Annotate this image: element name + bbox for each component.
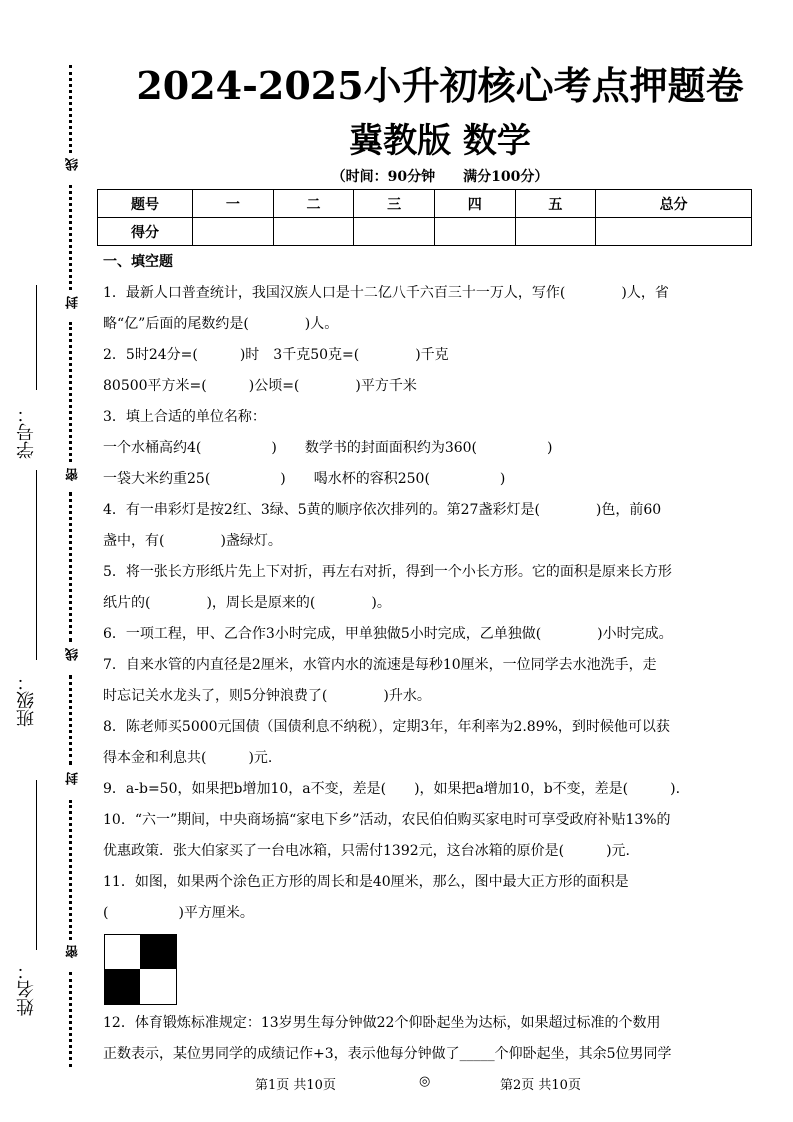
- score-header-cell: 总分: [596, 190, 752, 218]
- score-cell[interactable]: [193, 218, 274, 246]
- exam-title: 2024-2025小升初核心考点押题卷: [136, 63, 744, 108]
- score-cell[interactable]: [354, 218, 435, 246]
- square-white: [105, 935, 141, 970]
- question-line: 11．如图，如果两个涂色正方形的周长和是40厘米，那么，图中最大正方形的面积是: [103, 874, 629, 890]
- binding-char: 密: [66, 468, 81, 481]
- score-header-cell: 二: [273, 190, 354, 218]
- score-cell[interactable]: [515, 218, 596, 246]
- square-shaded: [105, 969, 140, 1004]
- binding-dots: [69, 972, 72, 1067]
- footer-center-mark: ◎: [419, 1074, 431, 1089]
- score-header-cell: 题号: [98, 190, 193, 218]
- score-table-score-row: [98, 218, 752, 246]
- binding-dots: [69, 185, 72, 290]
- footer-page-left: 第1页 共10页: [255, 1078, 336, 1093]
- binding-char: 线: [66, 648, 81, 661]
- score-header-cell: 四: [434, 190, 515, 218]
- question-line: 略“亿”后面的尾数约是( )人。: [103, 316, 339, 332]
- question-line: 5．将一张长方形纸片先上下对折，再左右对折，得到一个小长方形。它的面积是原来长方形: [103, 564, 672, 580]
- squares-figure: [104, 934, 177, 1005]
- side-field-label: 学号：: [16, 405, 37, 459]
- score-cell[interactable]: [596, 218, 752, 246]
- question-line: 4．有一串彩灯是按2红、3绿、5黄的顺序依次排列的。第27盏彩灯是( )色，前60: [103, 502, 662, 518]
- question-line: 10．“六一”期间，中央商场搞“家电下乡”活动，农民伯伯购买家电时可享受政府补贴13%的: [103, 812, 671, 828]
- footer-page-right: 第2页 共10页: [500, 1078, 581, 1093]
- score-cell[interactable]: [434, 218, 515, 246]
- question-line: 一袋大米约重25( ) 喝水杯的容积250( ): [103, 471, 506, 487]
- question-line: 一个水桶高约4( ) 数学书的封面面积约为360( ): [103, 440, 553, 456]
- question-line: 正数表示，某位男同学的成绩记作+3，表示他每分钟做了_____个仰卧起坐，其余5位男同学: [103, 1046, 672, 1062]
- side-field-label: 班级：: [16, 673, 37, 727]
- question-line: 盏中，有( )盏绿灯。: [103, 533, 282, 549]
- score-cell[interactable]: [273, 218, 354, 246]
- score-table-header-row: [98, 190, 752, 218]
- binding-char: 封: [66, 772, 81, 785]
- question-line: 9．a-b=50，如果把b增加10，a不变，差是( )，如果把a增加10，b不变，差是( ).: [103, 781, 681, 797]
- square-shaded: [140, 935, 176, 969]
- exam-subtitle: 冀教版 数学: [349, 121, 531, 161]
- question-line: 6．一项工程，甲、乙合作3小时完成，甲单独做5小时完成，乙单独做( )小时完成。: [103, 626, 673, 642]
- binding-dots: [69, 675, 72, 765]
- exam-info: （时间：90分钟 满分100分）: [331, 169, 549, 185]
- question-line: 1．最新人口普查统计，我国汉族人口是十二亿八千六百三十一万人，写作( )人，省: [103, 285, 669, 301]
- score-header-cell: 三: [354, 190, 435, 218]
- question-line: 12．体育锻炼标准规定：13岁男生每分钟做22个仰卧起坐为达标，如果超过标准的个数用: [103, 1015, 661, 1031]
- question-line: 得本金和利息共( )元.: [103, 750, 273, 766]
- binding-char: 密: [66, 945, 81, 958]
- question-line: 优惠政策．张大伯家买了一台电冰箱，只需付1392元，这台冰箱的原价是( )元.: [103, 843, 631, 859]
- score-header-cell: 五: [515, 190, 596, 218]
- score-table: [97, 189, 752, 246]
- question-line: 7．自来水管的内直径是2厘米，水管内水的流速是每秒10厘米，一位同学去水池洗手，走: [103, 657, 657, 673]
- section-heading: 一、填空题: [103, 254, 173, 270]
- binding-dots: [69, 322, 72, 462]
- question-line: ( )平方厘米。: [103, 905, 254, 921]
- binding-char: 封: [66, 296, 81, 309]
- student-id-line[interactable]: [36, 285, 37, 390]
- question-line: 2．5时24分=( )时 3千克50克=( )千克: [103, 347, 449, 363]
- name-line[interactable]: [36, 780, 37, 950]
- side-field-label: 姓名：: [16, 962, 37, 1016]
- question-line: 时忘记关水龙头了，则5分钟浪费了( )升水。: [103, 688, 431, 704]
- square-white: [140, 969, 176, 1004]
- binding-dots: [69, 800, 72, 940]
- question-line: 纸片的( )，周长是原来的( )。: [103, 595, 391, 611]
- binding-char: 线: [66, 158, 81, 171]
- question-line: 8．陈老师买5000元国债（国债利息不纳税），定期3年，年利率为2.89%，到时候他可以获: [103, 719, 670, 735]
- class-line[interactable]: [36, 470, 37, 660]
- question-line: 80500平方米=( )公顷=( )平方千米: [103, 378, 417, 394]
- question-line: 3．填上合适的单位名称：: [103, 409, 266, 425]
- binding-dots: [69, 492, 72, 642]
- binding-dots: [69, 65, 72, 153]
- score-header-cell: 一: [193, 190, 274, 218]
- score-row-label: 得分: [98, 218, 193, 246]
